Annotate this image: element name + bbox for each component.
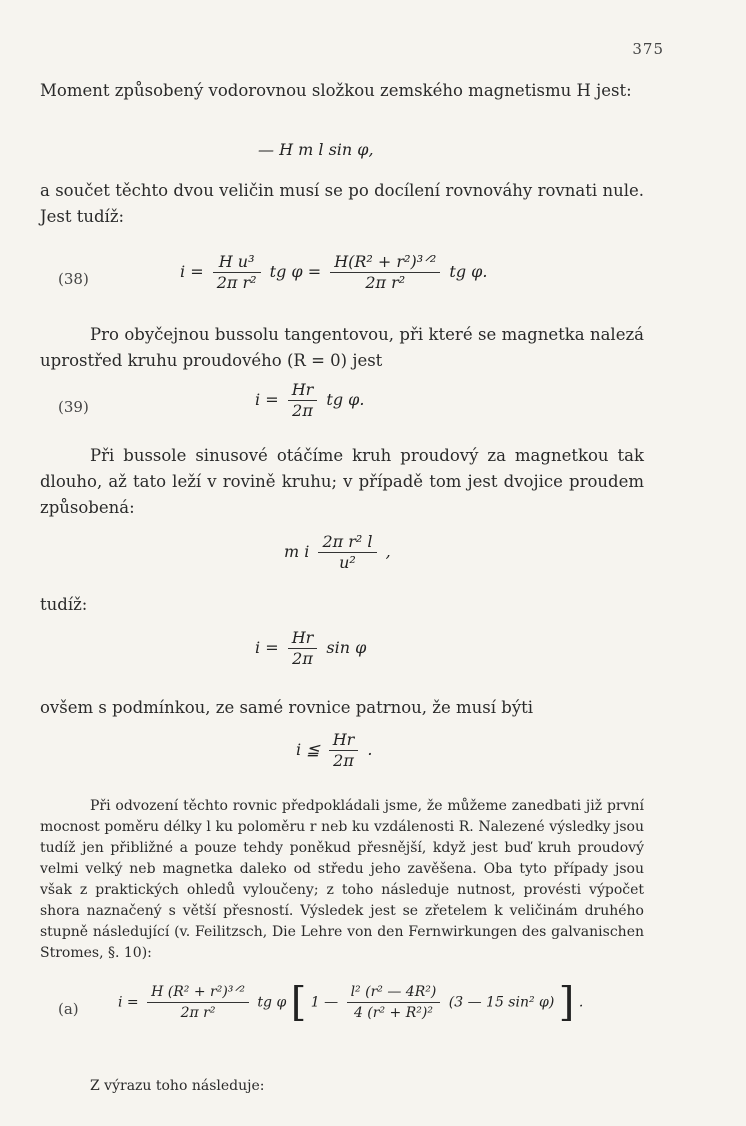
eqa-fraction-1 <box>147 982 249 1023</box>
paragraph-moment: Moment způsobený vodorovnou složkou zemského magnetismu H jest: <box>40 81 632 100</box>
eqa-one: 1 — <box>310 994 339 1011</box>
ineq-fraction <box>329 730 359 771</box>
couple-fraction <box>318 532 376 573</box>
eq38-fraction-1 <box>213 252 261 293</box>
eq38-den2: 2π r² <box>365 273 406 292</box>
eq38-num1: H u³ <box>213 252 261 273</box>
sine-lhs: i = <box>255 638 279 657</box>
ineq-den: 2π <box>333 751 354 770</box>
couple-tail: , <box>385 542 391 561</box>
equation-number-a: (a) <box>58 1000 79 1018</box>
sine-fraction <box>288 628 318 669</box>
eq38-fraction-2 <box>330 252 440 293</box>
ineq-tail: . <box>367 740 373 759</box>
equation-sine <box>255 628 366 669</box>
paragraph-sum: a součet těchto dvou veličin musí se po docílení rovnováhy rovnati nule. Jest tudíž: <box>40 181 644 226</box>
eq39-fraction <box>288 380 318 421</box>
equation-38 <box>180 252 487 293</box>
equation-inequality <box>296 730 373 771</box>
eqa-fraction-2 <box>347 982 441 1023</box>
ineq-lhs: i ≦ <box>296 740 320 759</box>
paragraph-condition: ovšem s podmínkou, ze samé rovnice patrnou, že musí býti <box>40 698 534 717</box>
eqa-lhs: i = <box>118 994 139 1011</box>
eqa-num2: l² (r² — 4R²) <box>347 982 441 1003</box>
paragraph-sinus-bussole: Při bussole sinusové otáčíme kruh proudový za magnetkou tak dlouho, až tato leží v rovině kruhu; v případě tom jest dvojice proudem způsobená: <box>40 446 644 517</box>
equation-number-39: (39) <box>58 398 89 416</box>
couple-den: u² <box>339 553 356 572</box>
eq38-mid: tg φ = <box>269 262 322 281</box>
eq38-num2: H(R² + r²)³ᐟ² <box>330 252 440 273</box>
text-tudiz: tudíž: <box>40 595 88 614</box>
equation-number-38: (38) <box>58 270 89 288</box>
eqa-num1: H (R² + r²)³ᐟ² <box>147 982 249 1003</box>
eqa-den2: 4 (r² + R²)² <box>353 1005 433 1021</box>
paragraph-tangent-bussole: Pro obyčejnou bussolu tangentovou, při které se magnetka nalezá uprostřed kruhu proudového (R = 0) jest <box>40 325 644 370</box>
paragraph-derivation-note: Při odvození těchto rovnic předpokládali jsme, že můžeme zanedbati již první mocnost poměru délky l ku poloměru r neb ku vzdálenosti R. Nalezené výsledky jsou tudíž jen přibližné a pouze tehdy poněkud přesnější, když jest buď kruh proudový velmi velký neb magnetka daleko od středu jeho zavěšena. Oba tyto případy jsou však z praktických ohledů vyloučeny; z toho následuje nutnost, provésti výpočet shora naznačený s větší přesností. Výsledek jest se zřetelem k veličinám druhého stupně následující (v. Feilitzsch, Die Lehre von den Fernwirkungen des galvanischen Stromes, §. 10): <box>40 798 644 961</box>
eqa-right-bracket: ] <box>558 979 575 1026</box>
ineq-num: Hr <box>329 730 359 751</box>
eq39-rhs: tg φ. <box>326 390 365 409</box>
eq39-num: Hr <box>288 380 318 401</box>
equation-39 <box>255 380 364 421</box>
equation-a <box>118 979 584 1026</box>
sine-den: 2π <box>292 649 313 668</box>
eq38-lhs: i = <box>180 262 204 281</box>
eq38-den1: 2π r² <box>216 273 257 292</box>
eqa-paren: (3 — 15 sin² φ) <box>448 994 555 1011</box>
sine-num: Hr <box>288 628 318 649</box>
paragraph-conclusion: Z výrazu toho následuje: <box>90 1078 265 1094</box>
sine-rhs: sin φ <box>326 638 367 657</box>
eq38-rhs: tg φ. <box>449 262 488 281</box>
eqa-mid: tg φ <box>257 994 287 1011</box>
equation-moment: — H m l sin φ, <box>258 140 374 159</box>
eq39-lhs: i = <box>255 390 279 409</box>
eqa-left-bracket: [ <box>290 979 307 1026</box>
couple-num: 2π r² l <box>318 532 376 553</box>
equation-couple <box>284 532 391 573</box>
eqa-den1: 2π r² <box>180 1005 216 1021</box>
page-number: 375 <box>632 40 664 58</box>
couple-lhs: m i <box>284 542 310 561</box>
eqa-tail: . <box>578 994 584 1011</box>
eq39-den: 2π <box>292 401 313 420</box>
